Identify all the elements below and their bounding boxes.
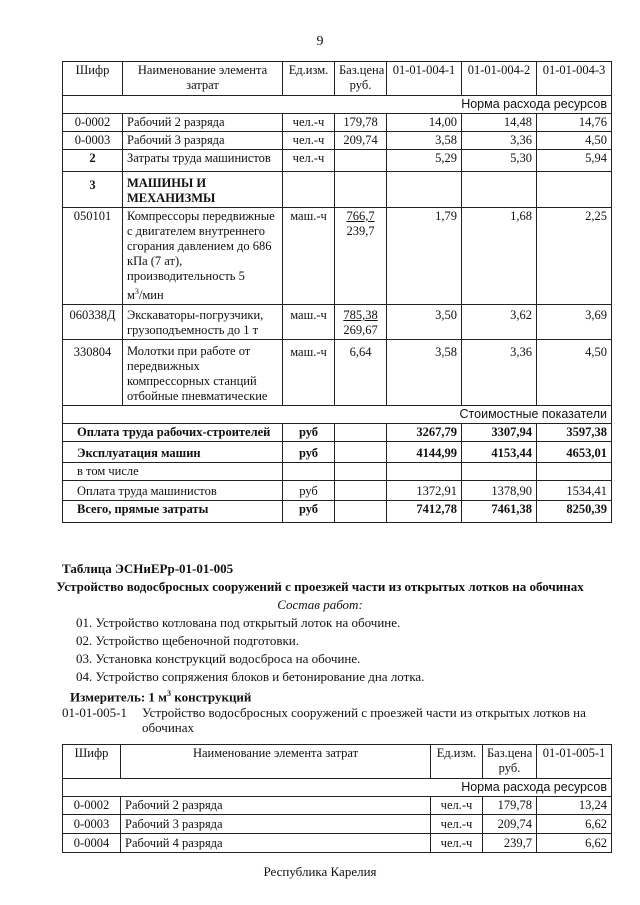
row-value-3: 4,50: [537, 340, 612, 406]
row-value-1: 5,29: [387, 150, 462, 172]
row-code: 330804: [63, 340, 123, 406]
cost-name: Всего, прямые затраты: [63, 501, 283, 523]
row-unit: чел.-ч: [431, 815, 483, 834]
row-code: 0-0003: [63, 815, 121, 834]
section-title-line: МЕХАНИЗМЫ: [127, 191, 216, 205]
row-name: Затраты труда машинистов: [123, 150, 283, 172]
row-name-line: сгорания давлением до 686: [127, 239, 272, 253]
cost-value-2: 4153,44: [462, 442, 537, 463]
header-col-3: 01-01-004-3: [537, 62, 612, 96]
cost-value-1: 7412,78: [387, 501, 462, 523]
table-title: Таблица ЭСНиЕРр-01-01-005: [62, 561, 234, 576]
row-value-2: 1,68: [462, 208, 537, 305]
row-value-1: 3,58: [387, 132, 462, 150]
row-price: 209,74: [483, 815, 537, 834]
price-sub: 269,67: [343, 323, 378, 338]
table-row: [63, 815, 612, 834]
cost-unit: руб: [283, 501, 335, 523]
composition-label: Состав работ:: [277, 597, 363, 612]
row-price: 209,74: [335, 132, 387, 150]
cost-value-2: 3307,94: [462, 424, 537, 442]
price-main: 785,38: [343, 308, 378, 323]
table-row: [63, 340, 612, 406]
cost-row: [63, 463, 612, 481]
header-price: Баз.цена руб.: [335, 62, 387, 96]
row-value-1: 1,79: [387, 208, 462, 305]
row-value-2: 3,36: [462, 132, 537, 150]
row-price: 239,7: [483, 834, 537, 853]
row-unit: маш.-ч: [283, 340, 335, 406]
norm-label: Норма расхода ресурсов: [63, 96, 612, 114]
row-name-line: грузоподъемность до 1 т: [127, 323, 259, 338]
work-item: 03. Установка конструкций водосброса на обочине.: [76, 651, 361, 666]
row-code: 0-0003: [63, 132, 123, 150]
row-name-line: [127, 284, 278, 303]
row-unit: маш.-ч: [283, 208, 335, 305]
row-value-1: 14,00: [387, 114, 462, 132]
header-col-2: 01-01-004-2: [462, 62, 537, 96]
row-unit: чел.-ч: [431, 834, 483, 853]
row-name: [123, 208, 283, 305]
row-value-2: 3,36: [462, 340, 537, 406]
cost-name: Оплата труда машинистов: [63, 481, 283, 501]
row-value-3: 4,50: [537, 132, 612, 150]
table-row: [63, 834, 612, 853]
cost-value-3: 1534,41: [537, 481, 612, 501]
row-unit: чел.-ч: [283, 150, 335, 172]
cost-name: Эксплуатация машин: [63, 442, 283, 463]
norm-code: 01-01-005-1: [62, 705, 127, 720]
row-value-1: 3,58: [387, 340, 462, 406]
row-value-2: 5,30: [462, 150, 537, 172]
norm-subheader-row: [63, 779, 612, 797]
cost-label: Стоимостные показатели: [63, 406, 612, 424]
header-unit: Ед.изм.: [283, 62, 335, 96]
table-header-row: [63, 62, 612, 96]
table-row: [63, 150, 612, 172]
row-value-3: 2,25: [537, 208, 612, 305]
cost-value-1: 4144,99: [387, 442, 462, 463]
header-name: Наименование элемента затрат: [123, 62, 283, 96]
row-value-1: 13,24: [537, 797, 612, 815]
cost-row: [63, 442, 612, 463]
row-price: [335, 305, 387, 340]
cost-unit: руб: [283, 442, 335, 463]
row-price: [335, 150, 387, 172]
row-value-3: 3,69: [537, 305, 612, 340]
cost-row: [63, 481, 612, 501]
row-code: 0-0002: [63, 797, 121, 815]
section-title: [123, 172, 283, 208]
row-name-line: передвижных: [127, 359, 200, 374]
header-code: Шифр: [63, 62, 123, 96]
row-unit: маш.-ч: [283, 305, 335, 340]
header-name: Наименование элемента затрат: [121, 745, 431, 779]
section-title-line: МАШИНЫ И: [127, 176, 207, 190]
norm-label: Норма расхода ресурсов: [63, 779, 612, 797]
row-code: 0-0002: [63, 114, 123, 132]
cost-row: [63, 501, 612, 523]
work-item: 04. Устройство сопряжения блоков и бетонирование дна лотка.: [76, 669, 425, 684]
row-name-line: Экскаваторы-погрузчики,: [127, 308, 264, 323]
row-value-3: 14,76: [537, 114, 612, 132]
row-value-1: 6,62: [537, 834, 612, 853]
price-main: 766,7: [346, 209, 375, 223]
row-price: 179,78: [483, 797, 537, 815]
cost-row: [63, 424, 612, 442]
table-row: [63, 132, 612, 150]
price-sub: 239,7: [346, 224, 375, 238]
row-unit: чел.-ч: [283, 132, 335, 150]
row-unit: чел.-ч: [283, 114, 335, 132]
section-code: 3: [63, 172, 123, 208]
header-price: Баз.цена руб.: [483, 745, 537, 779]
cost-unit: руб: [283, 424, 335, 442]
header-col-1: 01-01-005-1: [537, 745, 612, 779]
table-row: [63, 797, 612, 815]
row-value-2: 3,62: [462, 305, 537, 340]
meter-exponent: 3: [167, 689, 172, 698]
page-footer: Республика Карелия: [263, 864, 377, 879]
row-name-line: отбойные пневматические: [127, 389, 268, 404]
row-price: [335, 208, 387, 305]
unit-exponent: 3: [134, 287, 139, 296]
row-name: [123, 340, 283, 406]
norm-subheader-row: [63, 96, 612, 114]
page-number: 9: [316, 34, 324, 49]
row-name: Рабочий 2 разряда: [121, 797, 431, 815]
row-name: [123, 305, 283, 340]
machines-section-row: [63, 172, 612, 208]
table-heading: Устройство водосбросных сооружений с проезжей части из открытых лотков на обочинах: [56, 579, 584, 594]
work-item: 01. Устройство котлована под открытый лоток на обочине.: [76, 615, 401, 630]
row-name: Рабочий 3 разряда: [123, 132, 283, 150]
row-value-3: 5,94: [537, 150, 612, 172]
cost-value-3: 8250,39: [537, 501, 612, 523]
cost-value-2: 7461,38: [462, 501, 537, 523]
norm-description: Устройство водосбросных сооружений с проезжей части из открытых лотков на обочинах: [142, 705, 586, 735]
row-name-line: производительность 5: [127, 269, 245, 283]
row-value-2: 14,48: [462, 114, 537, 132]
table-row: [63, 114, 612, 132]
cost-value-3: 4653,01: [537, 442, 612, 463]
header-unit: Ед.изм.: [431, 745, 483, 779]
row-value-1: 6,62: [537, 815, 612, 834]
unit-tail: /мин: [138, 288, 164, 303]
cost-value-3: 3597,38: [537, 424, 612, 442]
work-item: 02. Устройство щебеночной подготовки.: [76, 633, 299, 648]
row-name: Рабочий 4 разряда: [121, 834, 431, 853]
table-row: [63, 305, 612, 340]
row-name-line: кПа (7 ат),: [127, 254, 183, 268]
header-code: Шифр: [63, 745, 121, 779]
row-code: 0-0004: [63, 834, 121, 853]
row-name-line: Компрессоры передвижные: [127, 209, 275, 223]
cost-value-1: 1372,91: [387, 481, 462, 501]
row-name-line: с двигателем внутреннего: [127, 224, 266, 238]
cost-name: в том числе: [63, 463, 283, 481]
resource-table-01-01-004: [62, 61, 612, 523]
meter-prefix: Измеритель: 1 м: [70, 689, 168, 705]
row-name-line: компрессорных станций: [127, 374, 257, 389]
table-row: [63, 208, 612, 305]
unit-base: м: [127, 288, 135, 303]
resource-table-01-01-005: [62, 744, 612, 853]
cost-subheader-row: [63, 406, 612, 424]
header-col-1: 01-01-004-1: [387, 62, 462, 96]
row-name: Рабочий 2 разряда: [123, 114, 283, 132]
row-value-1: 3,50: [387, 305, 462, 340]
row-name-line: Молотки при работе от: [127, 344, 251, 359]
meter-suffix: конструкций: [171, 689, 252, 705]
cost-unit: руб: [283, 481, 335, 501]
row-unit: чел.-ч: [431, 797, 483, 815]
cost-value-1: 3267,79: [387, 424, 462, 442]
row-code: 2: [63, 150, 123, 172]
cost-name: Оплата труда рабочих-строителей: [63, 424, 283, 442]
cost-value-2: 1378,90: [462, 481, 537, 501]
row-name: Рабочий 3 разряда: [121, 815, 431, 834]
row-code: 050101: [63, 208, 123, 305]
row-code: 060338Д: [63, 305, 123, 340]
table-header-row: [63, 745, 612, 779]
row-price: 6,64: [335, 340, 387, 406]
meter-label: [70, 689, 251, 705]
row-price: 179,78: [335, 114, 387, 132]
